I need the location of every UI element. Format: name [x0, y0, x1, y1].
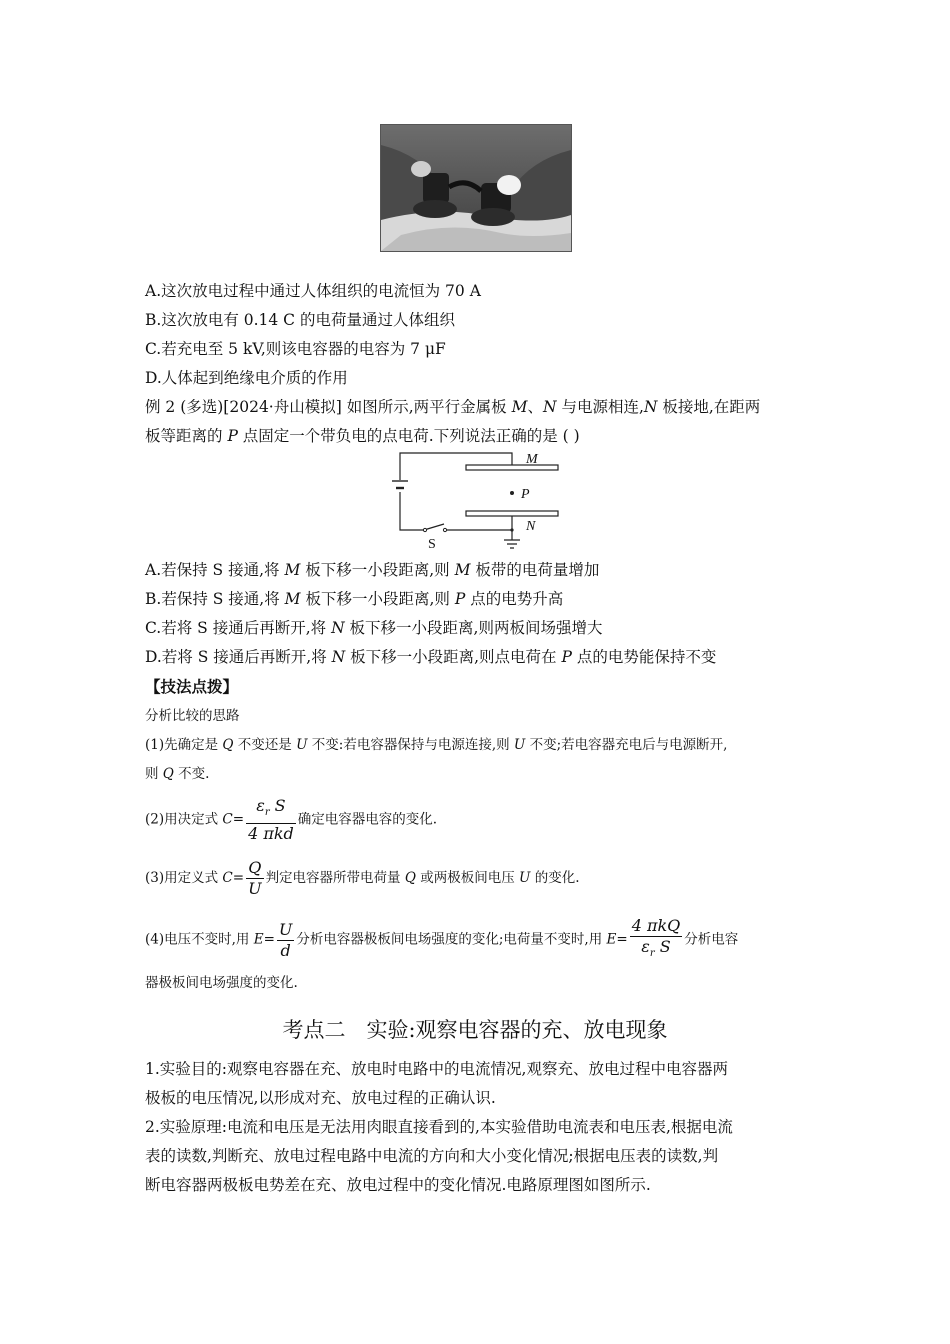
- field-charge-formula: $\frac{\text{4 πkQ}}{\varepsilon_r S}$: [631, 916, 681, 960]
- tips-subtitle: 分析比较的思路: [145, 708, 240, 724]
- tips-item-4-line2: 器极板间电场强度的变化.: [145, 975, 298, 991]
- tips-item-2: (2)用决定式 C= $\frac{\varepsilon_r S}{\text{4 πkd}}$ 确定电容器电容的变化.: [145, 796, 438, 844]
- section-body-line-3: 2.实验原理:电流和电压是无法用肉眼直接看到的,本实验借助电流表和电压表,根据电流: [145, 1118, 733, 1136]
- capacitance-formula: $\frac{\varepsilon_r S}{\text{4 πkd}}$: [248, 796, 294, 844]
- q1-option-d: D.人体起到绝缘电介质的作用: [145, 369, 348, 387]
- tips-item-1-line2: 则 Q 不变.: [145, 766, 210, 782]
- tips-item-1-line1: (1)先确定是 Q 不变还是 U 不变:若电容器保持与电源连接,则 U 不变;若电容器充电后与电源断开,: [145, 737, 728, 753]
- tips-item-4-line1: (4)电压不变时,用 E= $\frac{U}{d}$ 分析电容器极板间电场强度的变化;电荷量不变时,用 E= $\frac{\text{4 πkQ}}{\varepsilon_r S}$ 分析电容: [145, 916, 738, 964]
- example2-line1: 例 2 (多选)[2024·舟山模拟] 如图所示,两平行金属板 M、N 与电源相连,N 板接地,在距两: [145, 398, 761, 416]
- q2-option-d: D.若将 S 接通后再断开,将 N 板下移一小段距离,则点电荷在 P 点的电势能保持不变: [145, 648, 717, 666]
- section-title: 考点二 实验:观察电容器的充、放电现象: [282, 1018, 668, 1042]
- field-voltage-formula: $\frac{U}{d}$: [278, 919, 293, 960]
- capacitor-circuit-diagram: [388, 448, 563, 558]
- plate-n-label: N: [526, 519, 536, 534]
- q2-option-b: B.若保持 S 接通,将 M 板下移一小段距离,则 P 点的电势升高: [145, 590, 564, 608]
- tips-title: 【技法点拨】: [145, 677, 239, 696]
- q2-option-a: A.若保持 S 接通,将 M 板下移一小段距离,则 M 板带的电荷量增加: [145, 561, 600, 579]
- q1-option-c: C.若充电至 5 kV,则该电容器的电容为 7 μF: [145, 340, 446, 358]
- section-body-line-5: 断电容器两极板电势差在充、放电过程中的变化情况.电路原理图如图所示.: [145, 1176, 651, 1194]
- q1-option-b: B.这次放电有 0.14 C 的电荷量通过人体组织: [145, 311, 455, 329]
- section-body-line-4: 表的读数,判断充、放电过程电路中电流的方向和大小变化情况;根据电压表的读数,判: [145, 1147, 719, 1165]
- example2-line2: 板等距离的 P 点固定一个带负电的点电荷.下列说法正确的是 ( ): [145, 427, 580, 445]
- section-body-line-1: 1.实验目的:观察电容器在充、放电时电路中的电流情况,观察充、放电过程中电容器两: [145, 1060, 728, 1078]
- tips-item-3: (3)用定义式 C= $\frac{Q}{U}$ 判定电容器所带电荷量 Q 或两极板间电压 U 的变化.: [145, 858, 580, 898]
- section-body-line-2: 极板的电压情况,以形成对充、放电过程的正确认识.: [145, 1089, 496, 1107]
- q1-option-a: A.这次放电过程中通过人体组织的电流恒为 70 A: [145, 282, 481, 300]
- q2-option-c: C.若将 S 接通后再断开,将 N 板下移一小段距离,则两板间场强增大: [145, 619, 603, 637]
- switch-s-label: S: [428, 537, 436, 552]
- plate-m-label: M: [526, 452, 538, 467]
- defibrillator-photo: [380, 124, 572, 252]
- definition-formula: $\frac{Q}{U}$: [248, 858, 262, 898]
- point-p-label: P: [521, 487, 530, 502]
